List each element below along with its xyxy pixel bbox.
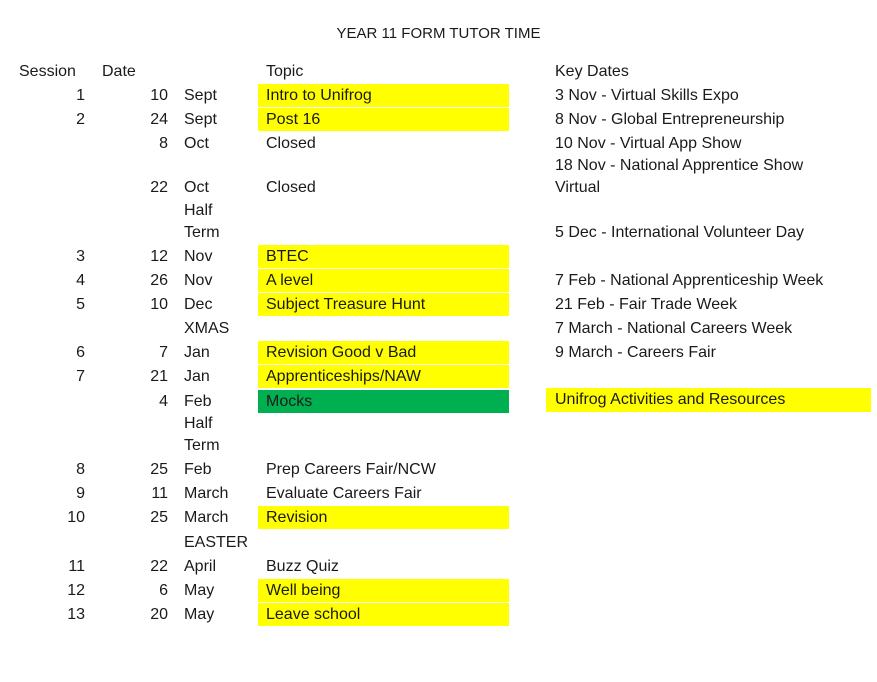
key-date-item: 7 March - National Careers Week bbox=[555, 320, 793, 337]
session-number: 1 bbox=[76, 87, 85, 104]
date-day: 6 bbox=[159, 582, 168, 599]
date-month: Jan bbox=[184, 368, 210, 385]
date-day: 21 bbox=[150, 368, 168, 385]
date-month: Sept bbox=[184, 87, 217, 104]
topic-cell: Buzz Quiz bbox=[266, 558, 339, 575]
date-day: 12 bbox=[150, 248, 168, 265]
session-number: 10 bbox=[67, 509, 85, 526]
key-date-item: 7 Feb - National Apprenticeship Week bbox=[555, 272, 824, 289]
date-month: Oct bbox=[184, 135, 209, 152]
key-date-item: 18 Nov - National Apprentice Show bbox=[555, 157, 804, 174]
topic-cell: Mocks bbox=[258, 390, 509, 413]
date-month: Nov bbox=[184, 248, 213, 265]
date-month: May bbox=[184, 606, 215, 623]
topic-cell: Post 16 bbox=[258, 108, 509, 131]
key-date-item: Virtual bbox=[555, 179, 601, 196]
date-month: March bbox=[184, 509, 229, 526]
key-date-item: 5 Dec - International Volunteer Day bbox=[555, 224, 805, 241]
key-date-item: 9 March - Careers Fair bbox=[555, 344, 716, 361]
date-month: Half bbox=[184, 202, 213, 219]
date-month: Feb bbox=[184, 461, 212, 478]
topic-cell: BTEC bbox=[258, 245, 509, 268]
session-number: 4 bbox=[76, 272, 85, 289]
topic-cell: Closed bbox=[266, 135, 316, 152]
date-month: XMAS bbox=[184, 320, 230, 337]
session-number: 13 bbox=[67, 606, 85, 623]
date-month: Sept bbox=[184, 111, 217, 128]
date-month: Half bbox=[184, 415, 213, 432]
date-day: 8 bbox=[159, 135, 168, 152]
date-day: 22 bbox=[150, 179, 168, 196]
key-date-item: 10 Nov - Virtual App Show bbox=[555, 135, 742, 152]
date-day: 22 bbox=[150, 558, 168, 575]
session-number: 8 bbox=[76, 461, 85, 478]
date-month: EASTER bbox=[184, 534, 249, 551]
date-month: Oct bbox=[184, 179, 209, 196]
session-number: 9 bbox=[76, 485, 85, 502]
topic-cell: Apprenticeships/NAW bbox=[258, 365, 509, 388]
date-month: Term bbox=[184, 437, 220, 454]
topic-cell: Well being bbox=[258, 579, 509, 602]
date-month: March bbox=[184, 485, 229, 502]
date-day: 25 bbox=[150, 509, 168, 526]
session-number: 2 bbox=[76, 111, 85, 128]
date-month: April bbox=[184, 558, 217, 575]
topic-cell: Prep Careers Fair/NCW bbox=[266, 461, 436, 478]
date-day: 4 bbox=[159, 393, 168, 410]
date-month: Feb bbox=[184, 393, 212, 410]
header-topic: Topic bbox=[266, 63, 304, 80]
date-month: May bbox=[184, 582, 215, 599]
date-day: 24 bbox=[150, 111, 168, 128]
date-day: 10 bbox=[150, 296, 168, 313]
header-key-dates: Key Dates bbox=[555, 63, 629, 80]
session-number: 11 bbox=[68, 558, 85, 575]
date-day: 10 bbox=[150, 87, 168, 104]
key-date-item: 3 Nov - Virtual Skills Expo bbox=[555, 87, 739, 104]
header-date: Date bbox=[102, 63, 136, 80]
date-month: Nov bbox=[184, 272, 213, 289]
topic-cell: Revision bbox=[258, 506, 509, 529]
session-number: 6 bbox=[76, 344, 85, 361]
topic-cell: A level bbox=[258, 269, 509, 292]
page-title: YEAR 11 FORM TUTOR TIME bbox=[336, 25, 541, 42]
date-day: 7 bbox=[159, 344, 168, 361]
session-number: 7 bbox=[76, 368, 85, 385]
date-month: Dec bbox=[184, 296, 213, 313]
topic-cell: Revision Good v Bad bbox=[258, 341, 509, 364]
date-day: 11 bbox=[151, 485, 168, 502]
key-date-item: 8 Nov - Global Entrepreneurship bbox=[555, 111, 785, 128]
session-number: 3 bbox=[76, 248, 85, 265]
session-number: 12 bbox=[67, 582, 85, 599]
date-month: Jan bbox=[184, 344, 210, 361]
date-day: 20 bbox=[150, 606, 168, 623]
topic-cell: Leave school bbox=[258, 603, 509, 626]
topic-cell: Subject Treasure Hunt bbox=[258, 293, 509, 316]
date-day: 26 bbox=[150, 272, 168, 289]
topic-cell: Intro to Unifrog bbox=[258, 84, 509, 107]
topic-cell: Evaluate Careers Fair bbox=[266, 485, 422, 502]
topic-cell: Closed bbox=[266, 179, 316, 196]
session-number: 5 bbox=[76, 296, 85, 313]
header-session: Session bbox=[19, 63, 76, 80]
date-month: Term bbox=[184, 224, 220, 241]
date-day: 25 bbox=[150, 461, 168, 478]
key-highlight-unifrog: Unifrog Activities and Resources bbox=[546, 388, 871, 412]
key-date-item: 21 Feb - Fair Trade Week bbox=[555, 296, 737, 313]
